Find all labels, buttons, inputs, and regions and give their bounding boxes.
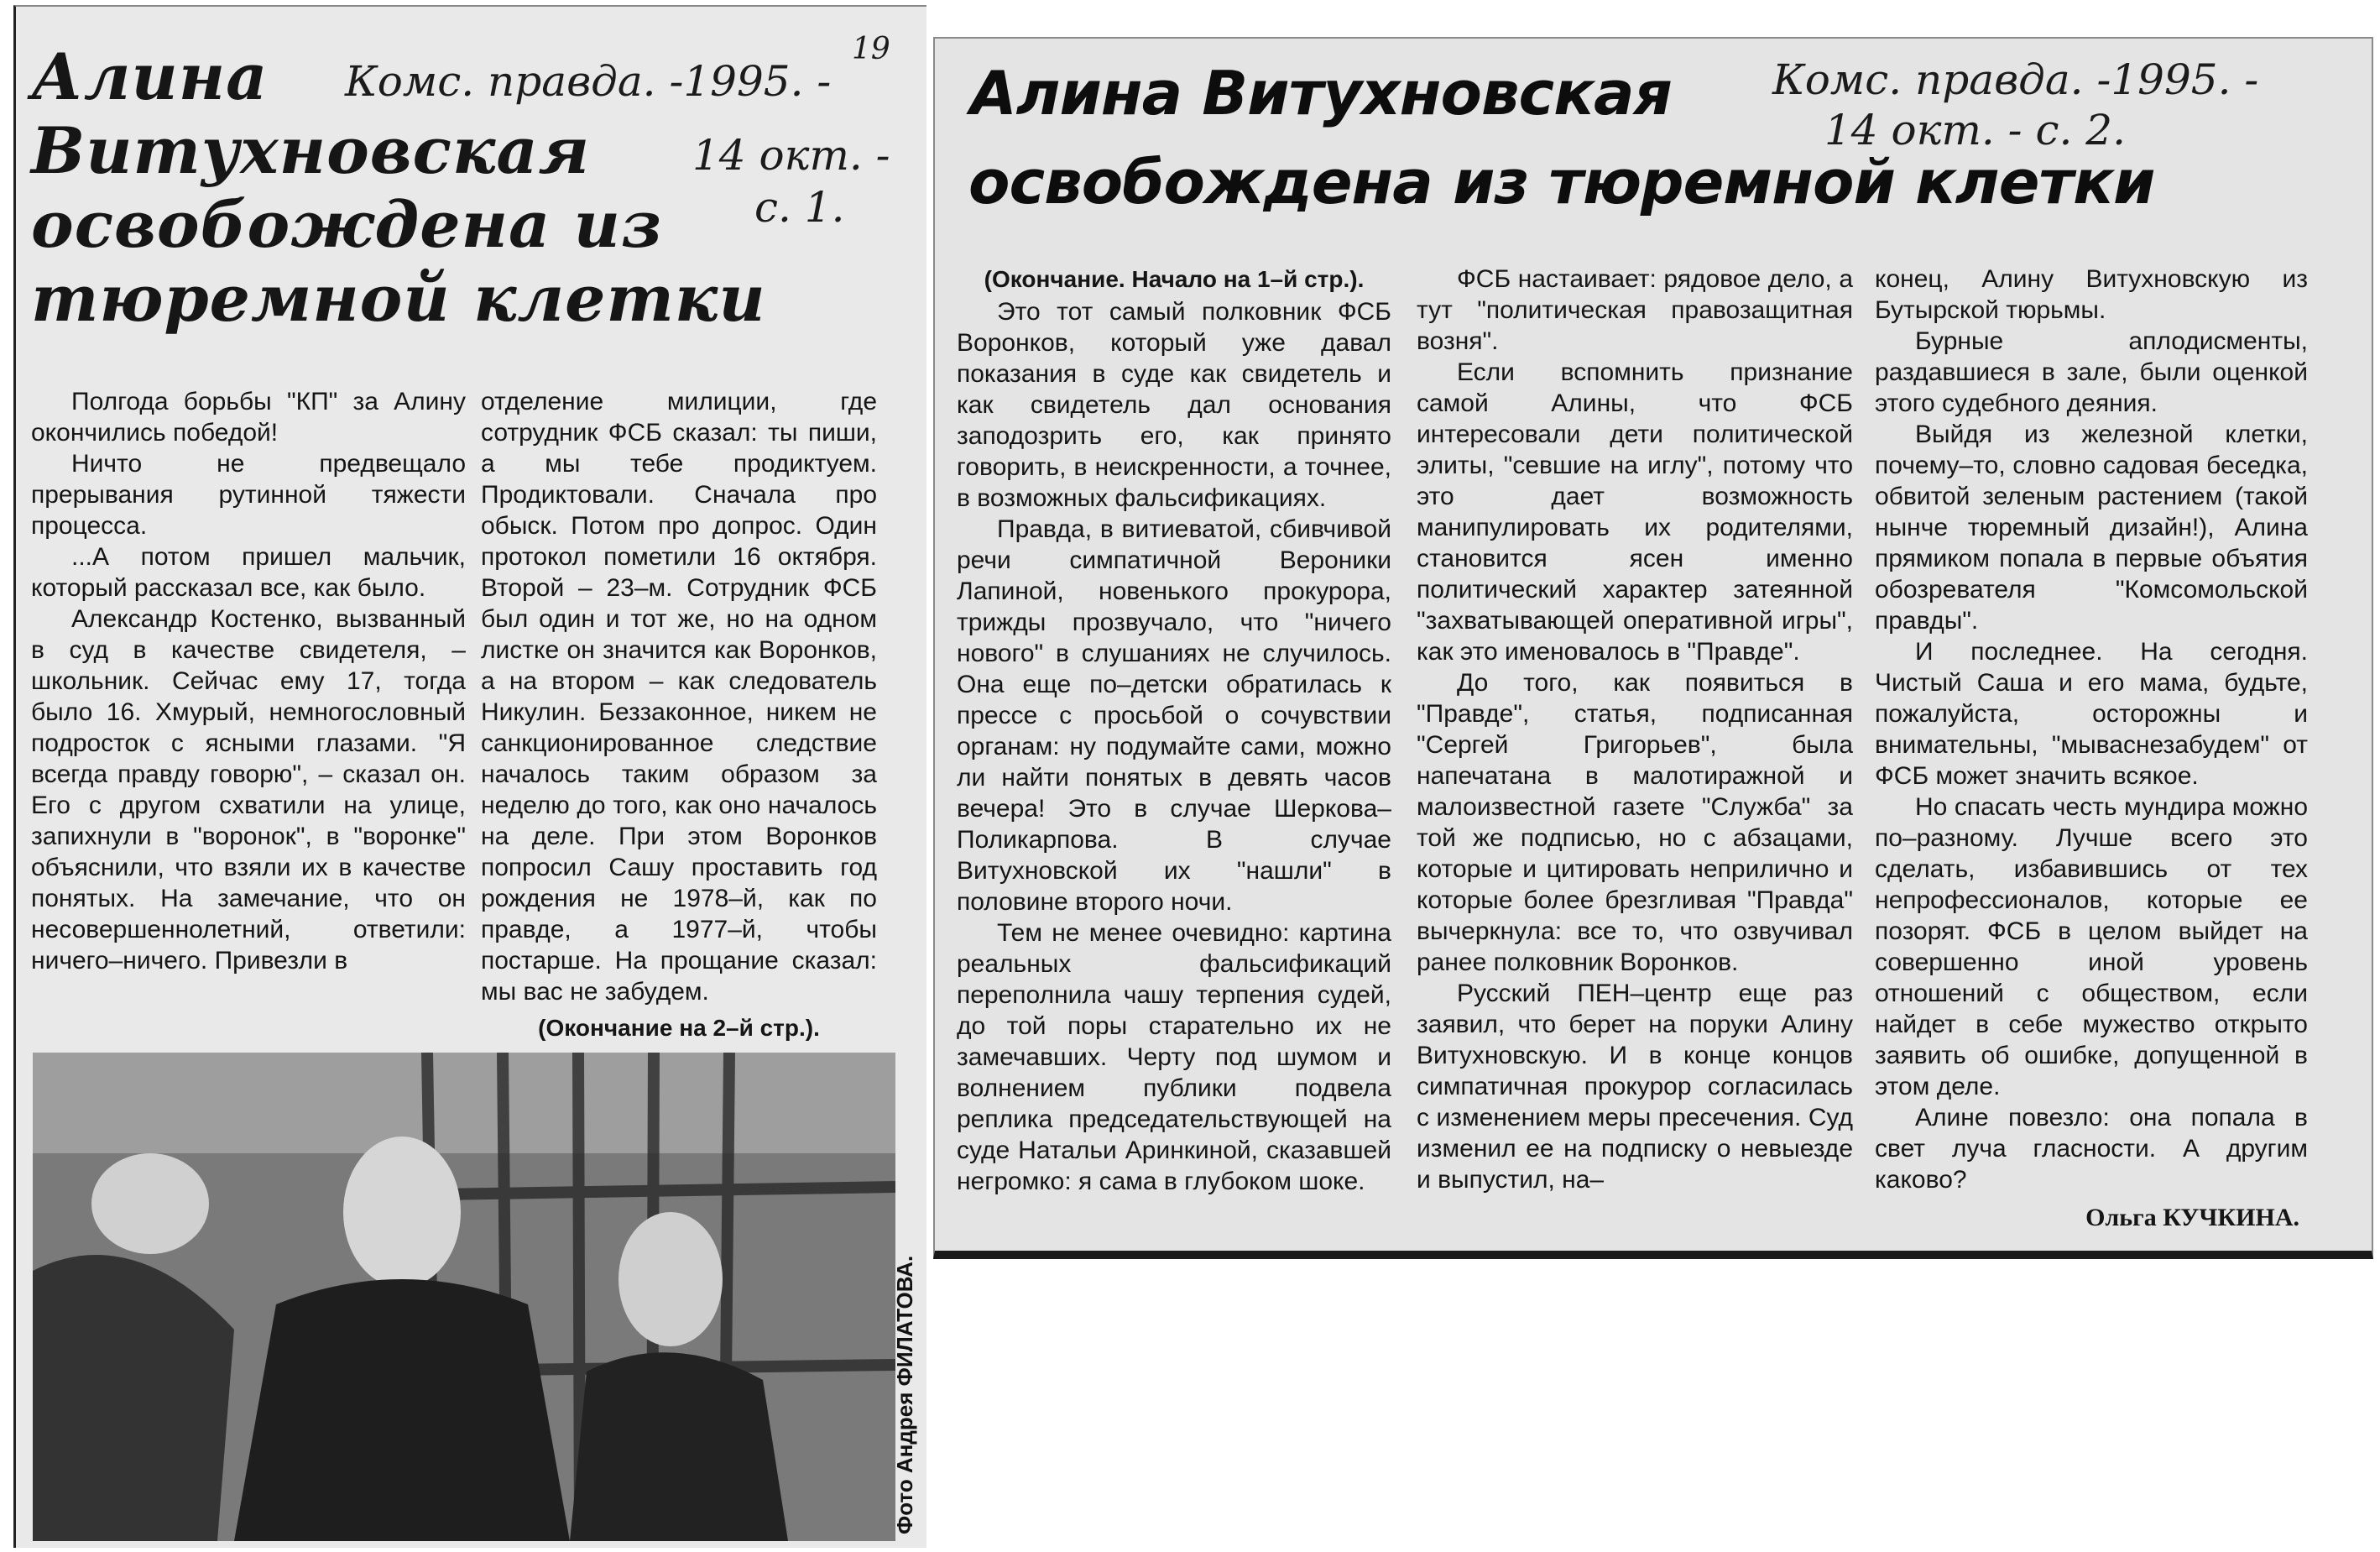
right-column-1 <box>957 264 1391 1197</box>
left-headline-line-2: Витухновская <box>31 113 591 188</box>
photo-credit: Фото Андрея ФИЛАТОВА. <box>892 1255 917 1534</box>
courtroom-photo <box>33 1053 895 1541</box>
paragraph: Это тот самый полковник ФСБ Воронков, который уже давал показания в суде как свидетель и как свидетель дал основания заподозрить его, как принято говорить, в неискренности, а точнее, в возможных фальсификациях. <box>957 298 1391 512</box>
right-column-2 <box>1417 264 1853 1195</box>
paragraph: Бурные аплодисменты, раздавшиеся в зале, были оценкой этого судебного деяния. <box>1875 327 2308 417</box>
paragraph: Александр Костенко, вызванный в суд в качестве свидетеля, – школьник. Сейчас ему 17, тогда было 16. Хмурый, немногословный подросток с ясными глазами. "Я всегда правду говорю", – сказал он. Его с другом схватили на улице, запихнули в "воронок", в "воронке" объяснили, что взяли их в качестве понятых. На замечание, что он несовершеннолетний, ответили: ничего–ничего. Привезли в <box>31 605 466 975</box>
left-headline-line-3: освобождена из <box>31 187 663 262</box>
paragraph: Если вспомнить признание самой Алины, что ФСБ интересовали дети политической элиты, "севшие на иглу", потому что это дает возможность манипулировать их родителями, становится ясен именно политический характер затеянной "захватывающей оперативной игры", как это именовалось в "Правде". <box>1417 358 1853 666</box>
left-column-2 <box>481 386 877 1043</box>
handwritten-date: 14 окт. - с. 2. <box>1824 106 2126 154</box>
handwritten-source: Комс. правда. -1995. - <box>1772 55 2259 104</box>
paragraph: Но спасать честь мундира можно по–разному. Лучше всего это сделать, избавившись от тех непрофессионалов, которые ее позорят. ФСБ в целом выйдет на совершенно иной уровень отношений с обществом, если найдет в себе мужество открыто заявить об ошибке, допущенной в этом деле. <box>1875 793 2308 1100</box>
right-clipping <box>933 37 2373 1259</box>
continued-note: (Окончание на 2–й стр.). <box>538 1015 820 1041</box>
handwritten-source: Комс. правда. -1995. - <box>345 57 832 106</box>
paragraph: До того, как появиться в "Правде", статья, подписанная "Сергей Григорьев", была напечатана в малотиражной и малоизвестной газете "Служба" за той же подписью, но с абзацами, которые и цитировать неприлично и которые более брезгливая "Правда" вычеркнула: все то, что озвучивал ранее полковник Воронков. <box>1417 669 1853 976</box>
left-headline-line-4: тюремной клетки <box>31 261 766 336</box>
paragraph: Тем не менее очевидно: картина реальных фальсификаций переполнила чашу терпения судей, до той поры старательно их не замечавших. Черту под шумом и волнением публики подвела реплика председательствующей на суде Натальи Аринкиной, сказавшей негромко: я сама в глубоком шоке. <box>957 919 1391 1195</box>
paragraph: ФСБ настаивает: рядовое дело, а тут "политическая правозащитная возня". <box>1417 265 1853 355</box>
handwritten-page: с. 1. <box>754 183 845 232</box>
paragraph: И последнее. На сегодня. Чистый Саша и его мама, будьте, пожалуйста, осторожны и внимательны, "мываснезабудем" от ФСБ может значить всякое. <box>1875 638 2308 790</box>
paragraph: Русский ПЕН–центр еще раз заявил, что берет на поруки Алину Витухновскую. И в конце концов симпатичная прокурор согласилась с изменением меры пресечения. Суд изменил ее на подписку о невыезде и выпустил, на– <box>1417 980 1853 1194</box>
handwritten-page-number: 19 <box>852 32 890 66</box>
author-signature: Ольга КУЧКИНА. <box>2085 1204 2299 1231</box>
left-clipping <box>13 5 926 1548</box>
paragraph: отделение милиции, где сотрудник ФСБ сказал: ты пиши, а мы тебе продиктуем. Продиктовали. Сначала про обыск. Потом про допрос. Один протокол пометили 16 октября. Второй – 23–м. Сотрудник ФСБ был один и тот же, но на одном листке он значится как Воронков, а на втором – как следователь Никулин. Беззаконное, никем не санкционированное следствие началось таким образом за неделю до того, как оно началось на деле. При этом Воронков попросил Сашу проставить год рождения не 1978–й, как по правде, а 1977–й, чтобы постарше. На прощание сказал: мы вас не забудем. <box>481 388 877 1006</box>
paragraph: Правда, в витиеватой, сбивчивой речи симпатичной Вероники Лапиной, новенького прокурора, трижды прозвучало, что "ничего нового" в слушаниях не случилось. Она еще по–детски обратилась к прессе с просьбой о сочувствии органам: ну подумайте сами, можно ли найти понятых в девять часов вечера! Это в случае Шеркова–Поликарпова. В случае Витухновской их "нашли" в половине второго ночи. <box>957 515 1391 916</box>
right-column-3 <box>1875 264 2308 1233</box>
paragraph: Ничто не предвещало прерывания рутинной тяжести процесса. <box>31 450 466 540</box>
right-headline-line-2: освобождена из тюремной клетки <box>968 147 2155 217</box>
handwritten-date: 14 окт. - <box>692 131 890 180</box>
start-note: (Окончание. Начало на 1–й стр.). <box>984 266 1365 292</box>
left-headline-line-1: Алина <box>31 39 269 114</box>
paragraph: ...А потом пришел мальчик, который рассказал все, как было. <box>31 543 466 602</box>
paragraph: Выйдя из железной клетки, почему–то, словно садовая беседка, обвитой зеленым растением (такой нынче тюремный дизайн!), Алина прямиком попала в первые объятия обозревателя "Комсомольской правды". <box>1875 421 2308 635</box>
left-column-1 <box>31 386 466 976</box>
photo-image <box>33 1053 895 1541</box>
right-headline-line-1: Алина Витухновская <box>970 58 1672 128</box>
paragraph: Алине повезло: она попала в свет луча гласности. А другим каково? <box>1875 1104 2308 1194</box>
paragraph: Полгода борьбы "КП" за Алину окончились победой! <box>31 388 466 447</box>
paragraph: конец, Алину Витухновскую из Бутырской тюрьмы. <box>1875 265 2308 324</box>
